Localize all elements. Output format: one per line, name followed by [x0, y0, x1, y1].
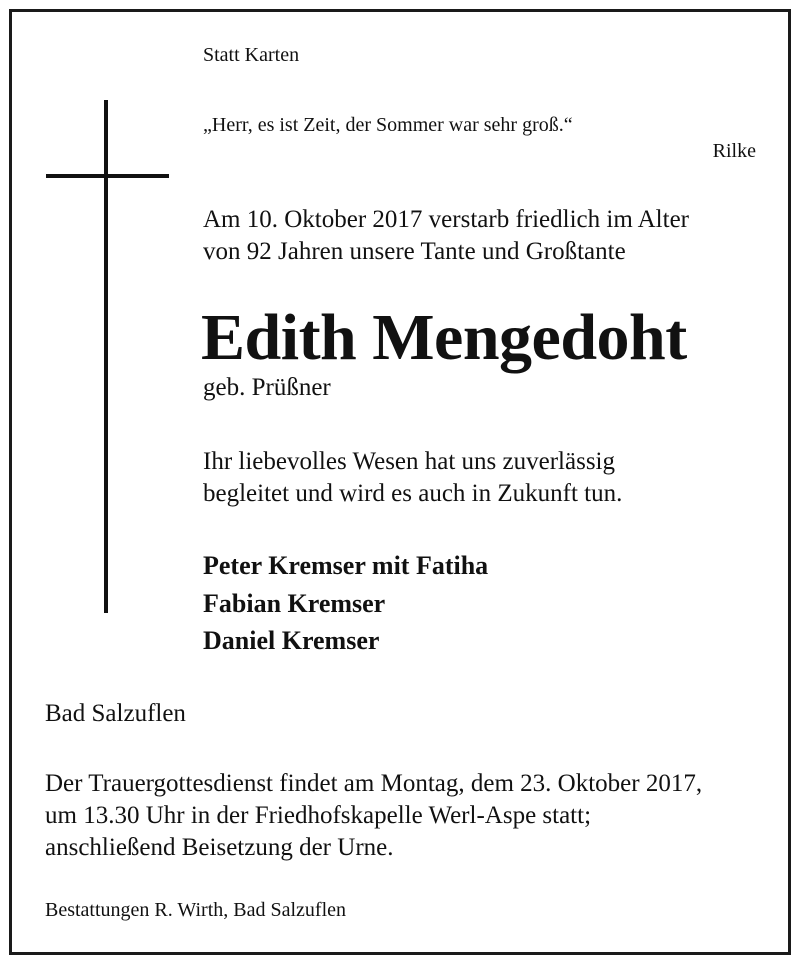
- service-line-2: um 13.30 Uhr in der Friedhofskapelle Werl-Aspe statt;: [45, 802, 592, 829]
- mourner-name: Daniel Kremser: [203, 626, 380, 655]
- funeral-home-text: Bestattungen R. Wirth, Bad Salzuflen: [45, 899, 346, 921]
- maiden-name: geb. Prüßner: [203, 374, 331, 401]
- mourner-name: Peter Kremser mit Fatiha: [203, 551, 489, 580]
- service-line-3: anschließend Beisetzung der Urne.: [45, 834, 394, 861]
- service-line-1: Der Trauergottesdienst findet am Montag, dem 23. Oktober 2017,: [45, 770, 703, 797]
- tribute-line-2: begleitet und wird es auch in Zukunft tun.: [203, 480, 623, 507]
- intro-line-2: von 92 Jahren unsere Tante und Großtante: [203, 238, 626, 265]
- deceased-name: Edith Mengedoht: [201, 301, 687, 374]
- tribute-line-1: Ihr liebevolles Wesen hat uns zuverlässig: [203, 448, 615, 475]
- header-text: Statt Karten: [203, 44, 300, 66]
- quote-author: Rilke: [712, 140, 756, 162]
- mourner-name: Fabian Kremser: [203, 589, 386, 618]
- intro-line-1: Am 10. Oktober 2017 verstarb friedlich im Alter: [203, 206, 689, 233]
- quote-text: „Herr, es ist Zeit, der Sommer war sehr groß.“: [203, 114, 573, 136]
- location-text: Bad Salzuflen: [45, 700, 186, 727]
- cross-horizontal-bar: [46, 174, 169, 178]
